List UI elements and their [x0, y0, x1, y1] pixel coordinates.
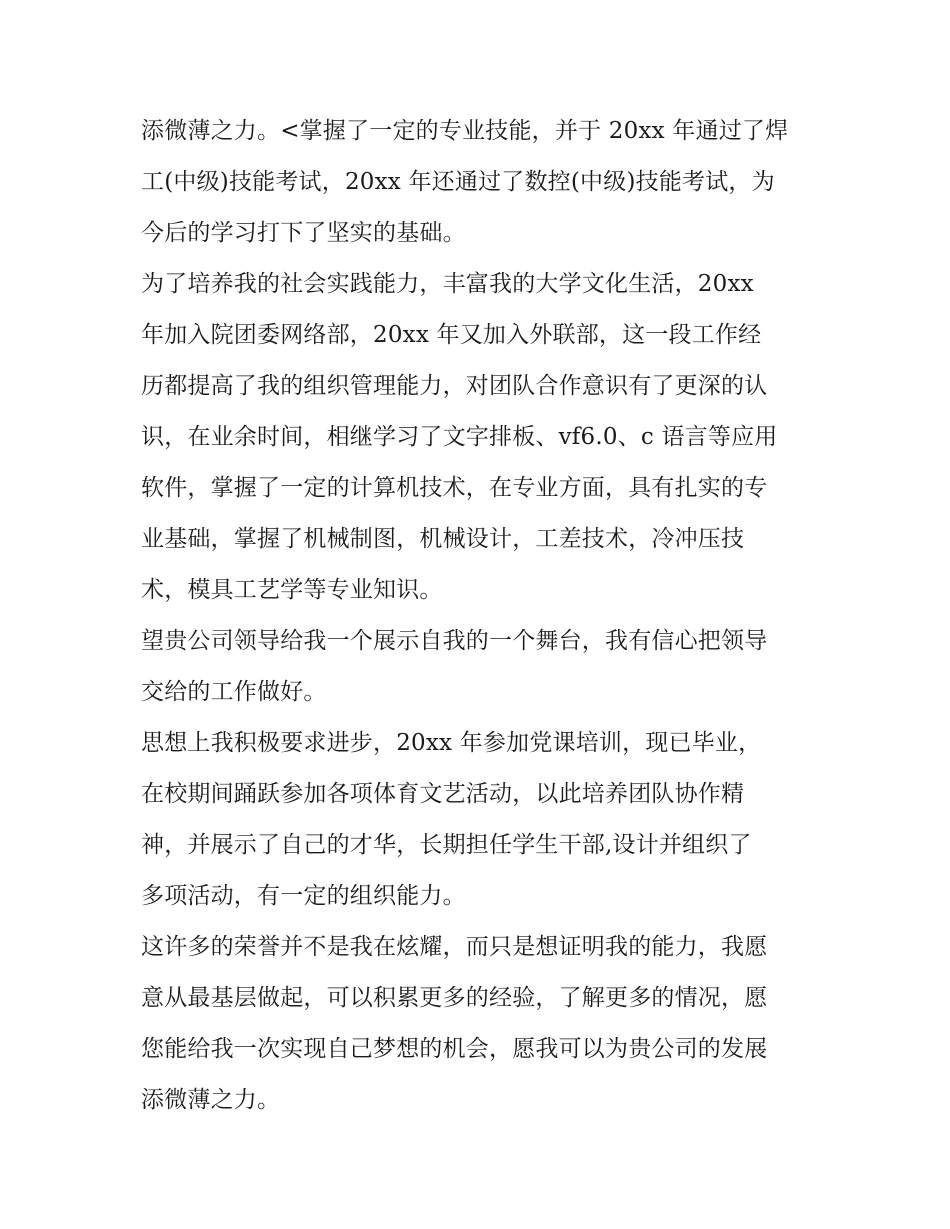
- text-line: 交给的工作做好。: [141, 679, 327, 705]
- text-line: 添微薄之力。<掌握了一定的专业技能，并于 20xx 年通过了焊: [141, 118, 789, 144]
- text-line: 多项活动，有一定的组织能力。: [141, 883, 466, 909]
- text-line: 意从最基层做起，可以积累更多的经验，了解更多的情况，愿: [141, 985, 768, 1011]
- text-line: 历都提高了我的组织管理能力，对团队合作意识有了更深的认: [141, 373, 768, 399]
- text-line: 识，在业余时间，相继学习了文字排板、vf6.0、c 语言等应用: [141, 424, 778, 450]
- text-line: 今后的学习打下了坚实的基础。: [141, 220, 466, 246]
- text-line: 为了培养我的社会实践能力，丰富我的大学文化生活，20xx: [141, 271, 754, 297]
- text-line: 这许多的荣誉并不是我在炫耀，而只是想证明我的能力，我愿: [141, 934, 768, 960]
- text-line: 术，模具工艺学等专业知识。: [141, 577, 443, 603]
- text-line: 神，并展示了自己的才华，长期担任学生干部,设计并组织了: [141, 832, 752, 858]
- document-body: [141, 106, 821, 1126]
- text-line: 年加入院团委网络部，20xx 年又加入外联部，这一段工作经: [141, 322, 762, 348]
- text-line: 在校期间踊跃参加各项体育文艺活动，以此培养团队协作精: [141, 781, 745, 807]
- text-line: 思想上我积极要求进步，20xx 年参加党课培训，现已毕业，: [141, 730, 762, 756]
- text-line: 添微薄之力。: [141, 1087, 281, 1113]
- text-line: 软件，掌握了一定的计算机技术，在专业方面，具有扎实的专: [141, 475, 768, 501]
- text-line: 望贵公司领导给我一个展示自我的一个舞台，我有信心把领导: [141, 628, 768, 654]
- text-line: 工(中级)技能考试，20xx 年还通过了数控(中级)技能考试，为: [141, 169, 775, 195]
- text-line: 您能给我一次实现自己梦想的机会，愿我可以为贵公司的发展: [141, 1036, 768, 1062]
- text-line: 业基础，掌握了机械制图，机械设计，工差技术，冷冲压技: [141, 526, 745, 552]
